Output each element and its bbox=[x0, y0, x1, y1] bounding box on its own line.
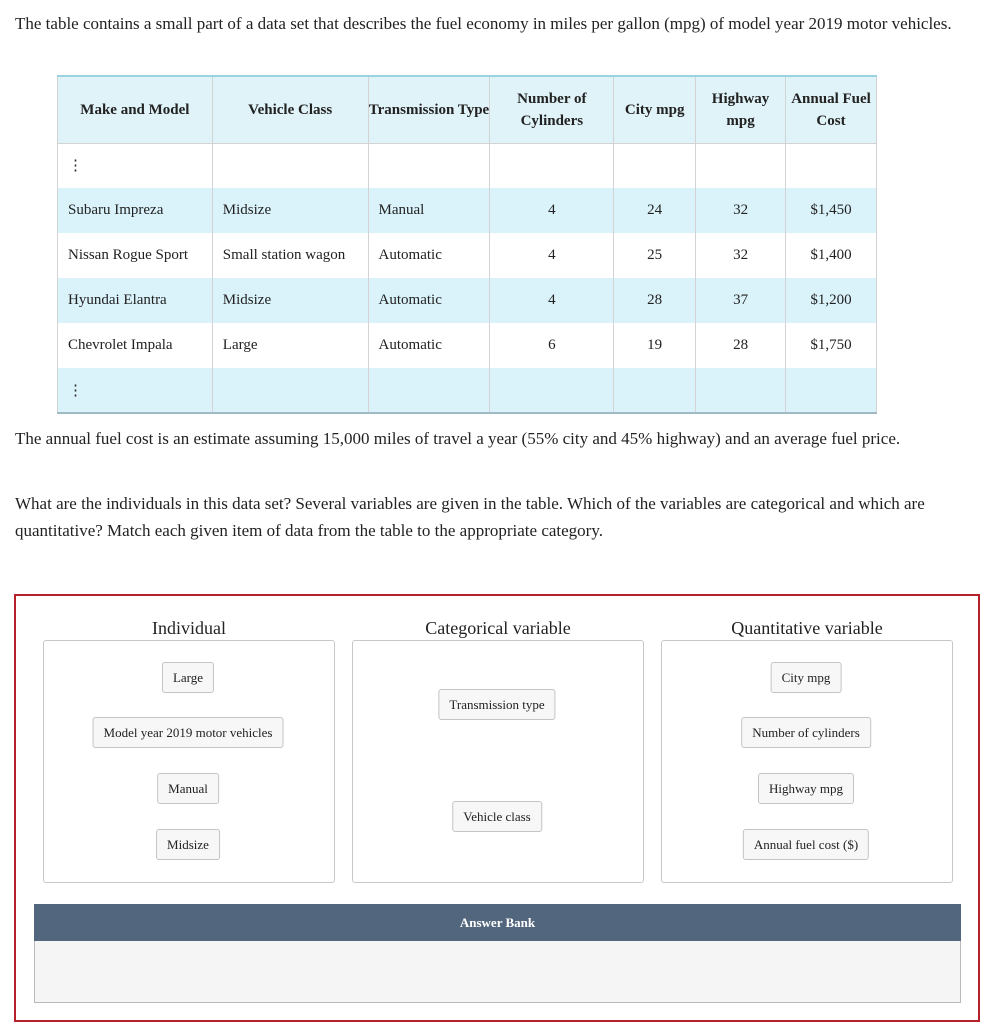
highway-mpg-cell: 28 bbox=[696, 323, 786, 368]
transmission-cell: Automatic bbox=[368, 323, 490, 368]
make-model-cell: Subaru Impreza bbox=[58, 188, 213, 233]
vehicle-class-cell: Midsize bbox=[212, 188, 368, 233]
table-header-row bbox=[58, 76, 877, 143]
header-vehicle-class: Vehicle Class bbox=[212, 76, 368, 143]
answer-bank-area[interactable] bbox=[34, 941, 961, 1003]
ellipsis-cell: ⋮ bbox=[58, 368, 213, 413]
categorical-drop-zone[interactable] bbox=[352, 640, 644, 883]
make-model-cell: Nissan Rogue Sport bbox=[58, 233, 213, 278]
vehicle-class-cell: Small station wagon bbox=[212, 233, 368, 278]
header-city-mpg: City mpg bbox=[614, 76, 696, 143]
transmission-cell: Automatic bbox=[368, 278, 490, 323]
answer-chip-vehicle-class[interactable]: Vehicle class bbox=[452, 801, 542, 832]
ellipsis-cell: ⋮ bbox=[58, 143, 213, 188]
answer-chip-model-year-vehicles[interactable]: Model year 2019 motor vehicles bbox=[93, 717, 284, 748]
header-fuel-cost: Annual Fuel Cost bbox=[786, 76, 877, 143]
cylinders-cell: 4 bbox=[490, 278, 614, 323]
city-mpg-cell: 24 bbox=[614, 188, 696, 233]
individual-column-title: Individual bbox=[152, 618, 226, 638]
fuel-economy-table bbox=[57, 75, 877, 414]
make-model-cell: Chevrolet Impala bbox=[58, 323, 213, 368]
answer-chip-highway-mpg[interactable]: Highway mpg bbox=[758, 773, 854, 804]
answer-bank-header: Answer Bank bbox=[34, 904, 961, 941]
header-highway-mpg: Highway mpg bbox=[696, 76, 786, 143]
header-make-model: Make and Model bbox=[58, 76, 213, 143]
city-mpg-cell: 19 bbox=[614, 323, 696, 368]
table-row bbox=[58, 278, 877, 323]
answer-chip-manual[interactable]: Manual bbox=[157, 773, 219, 804]
intro-text: The table contains a small part of a data set that describes the fuel economy in miles per gallon (mpg) of model year 2019 motor vehicles. bbox=[15, 14, 952, 33]
answer-chip-midsize[interactable]: Midsize bbox=[156, 829, 220, 860]
city-mpg-cell: 28 bbox=[614, 278, 696, 323]
transmission-cell: Manual bbox=[368, 188, 490, 233]
table-row bbox=[58, 323, 877, 368]
fuel-cost-cell: $1,400 bbox=[786, 233, 877, 278]
highway-mpg-cell: 37 bbox=[696, 278, 786, 323]
cylinders-cell: 4 bbox=[490, 233, 614, 278]
highway-mpg-cell: 32 bbox=[696, 188, 786, 233]
table-row-ellipsis-bottom bbox=[58, 368, 877, 413]
categorical-column-title: Categorical variable bbox=[425, 618, 571, 638]
transmission-cell: Automatic bbox=[368, 233, 490, 278]
highway-mpg-cell: 32 bbox=[696, 233, 786, 278]
answer-chip-city-mpg[interactable]: City mpg bbox=[771, 662, 842, 693]
fuel-cost-cell: $1,450 bbox=[786, 188, 877, 233]
cylinders-cell: 6 bbox=[490, 323, 614, 368]
make-model-cell: Hyundai Elantra bbox=[58, 278, 213, 323]
answer-chip-transmission-type[interactable]: Transmission type bbox=[438, 689, 555, 720]
header-cylinders: Number of Cylinders bbox=[490, 76, 614, 143]
fuel-cost-cell: $1,750 bbox=[786, 323, 877, 368]
vehicle-class-cell: Large bbox=[212, 323, 368, 368]
fuel-cost-cell: $1,200 bbox=[786, 278, 877, 323]
cylinders-cell: 4 bbox=[490, 188, 614, 233]
table-row bbox=[58, 188, 877, 233]
table-row bbox=[58, 233, 877, 278]
answer-chip-annual-fuel-cost[interactable]: Annual fuel cost ($) bbox=[743, 829, 869, 860]
city-mpg-cell: 25 bbox=[614, 233, 696, 278]
header-transmission: Transmission Type bbox=[368, 76, 490, 143]
answer-chip-number-of-cylinders[interactable]: Number of cylinders bbox=[741, 717, 871, 748]
vehicle-class-cell: Midsize bbox=[212, 278, 368, 323]
fuel-cost-note: The annual fuel cost is an estimate assuming 15,000 miles of travel a year (55% city and 45% highway) and an average fuel price. bbox=[15, 429, 901, 448]
table-row-ellipsis-top bbox=[58, 143, 877, 188]
answer-chip-large[interactable]: Large bbox=[162, 662, 214, 693]
question-text: What are the individuals in this data set? Several variables are given in the table. Which of the variables are categorical and which are quantitative? Match each given item of data from the table to the appropriate category. bbox=[15, 494, 925, 540]
quantitative-column-title: Quantitative variable bbox=[731, 618, 883, 638]
